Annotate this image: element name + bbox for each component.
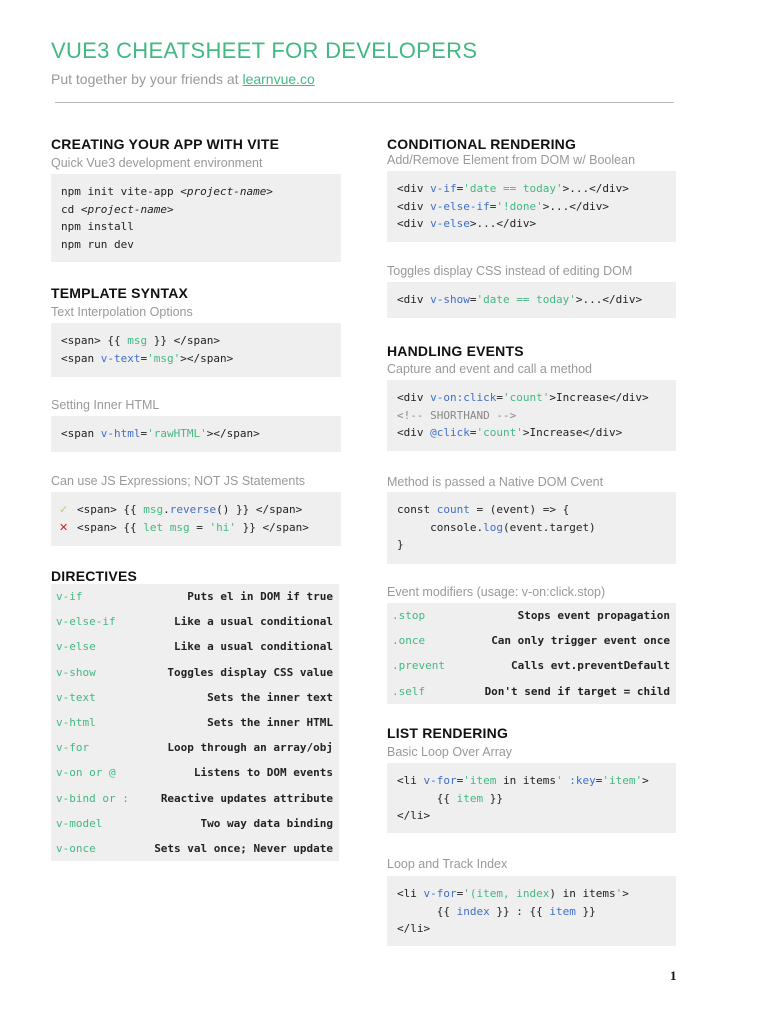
modifier-name: .once bbox=[392, 634, 426, 648]
page-subtitle bbox=[51, 71, 315, 87]
cmd-install: npm install bbox=[61, 220, 134, 233]
directive-name: v-else bbox=[56, 640, 96, 654]
directive-name: v-html bbox=[56, 715, 96, 729]
subtitle-text: Put together by your friends at bbox=[51, 71, 243, 87]
basic-loop-code-block: <li v-for='item in items' :key='item'> {{ item }} </li> bbox=[387, 763, 676, 833]
directive-row bbox=[51, 685, 339, 710]
list-heading: LIST RENDERING bbox=[387, 725, 509, 741]
header-divider bbox=[55, 102, 674, 103]
list-caption-basic: Basic Loop Over Array bbox=[387, 745, 513, 759]
event-modifiers-table bbox=[387, 603, 676, 704]
modifier-row bbox=[387, 653, 676, 678]
index-loop-code-block: <li v-for='(item, index) in items'> {{ index }} : {{ item }} </li> bbox=[387, 876, 676, 946]
directive-desc: Reactive updates attribute bbox=[160, 791, 333, 805]
directive-desc: Loop through an array/obj bbox=[167, 741, 333, 755]
modifier-name: .self bbox=[392, 684, 426, 698]
directive-row bbox=[51, 584, 339, 609]
events-code-block: <div v-on:click='count'>Increase</div> <!-- SHORTHAND --> <div @click='count'>Increase</div> bbox=[387, 380, 676, 451]
events-caption-native: Method is passed a Native DOM Cvent bbox=[387, 475, 604, 489]
cmd-init: npm init vite-app bbox=[61, 185, 181, 198]
create-app-heading: CREATING YOUR APP WITH VITE bbox=[51, 136, 280, 152]
vshow-code-block: <div v-show='date == today'>...</div> bbox=[387, 282, 676, 318]
conditional-code-block: <div v-if='date == today'>...</div> <div v-else-if='!done'>...</div> <div v-else>...</div> bbox=[387, 171, 676, 242]
innerhtml-code-block: <span v-html='rawHTML'></span> bbox=[51, 416, 341, 452]
template-syntax-caption-interpolation: Text Interpolation Options bbox=[51, 305, 193, 319]
events-caption-modifiers: Event modifiers (usage: v-on:click.stop) bbox=[387, 585, 606, 599]
cmd-init-arg: <project-name> bbox=[180, 185, 273, 198]
learnvue-link[interactable]: learnvue.co bbox=[242, 71, 315, 87]
directive-desc: Like a usual conditional bbox=[174, 615, 333, 629]
conditional-caption-show: Toggles display CSS instead of editing DOM bbox=[387, 264, 633, 278]
modifier-desc: Stops event propagation bbox=[517, 609, 670, 622]
directive-row bbox=[51, 609, 339, 634]
cross-icon: ✕ bbox=[59, 520, 69, 534]
page-number: 1 bbox=[670, 968, 677, 983]
directives-heading: DIRECTIVES bbox=[51, 568, 138, 584]
directive-name: v-if bbox=[56, 590, 83, 603]
template-syntax-caption-expressions: Can use JS Expressions; NOT JS Statements bbox=[51, 474, 306, 488]
interpolation-code-block: <span> {{ msg }} </span> <span v-text='msg'></span> bbox=[51, 323, 341, 377]
directive-name: v-for bbox=[56, 741, 90, 755]
directive-row bbox=[51, 836, 339, 861]
modifier-row bbox=[387, 603, 676, 628]
directive-row bbox=[51, 710, 339, 735]
directive-row bbox=[51, 634, 339, 659]
directive-name: v-bind or : bbox=[56, 791, 129, 805]
modifier-desc: Calls evt.preventDefault bbox=[511, 659, 670, 673]
directive-desc: Like a usual conditional bbox=[174, 640, 333, 654]
template-syntax-heading: TEMPLATE SYNTAX bbox=[51, 285, 189, 301]
check-icon: ✓ bbox=[59, 503, 69, 516]
directive-row bbox=[51, 786, 339, 811]
page-title: VUE3 CHEATSHEET FOR DEVELOPERS bbox=[51, 38, 478, 63]
directive-desc: Listens to DOM events bbox=[193, 766, 333, 780]
directive-row bbox=[51, 760, 339, 785]
modifier-name: .prevent bbox=[392, 659, 445, 673]
events-caption-method: Capture and event and call a method bbox=[387, 362, 592, 376]
directive-row bbox=[51, 660, 339, 685]
modifier-desc: Don't send if target = child bbox=[484, 684, 670, 698]
directive-name: v-else-if bbox=[56, 615, 116, 629]
directive-desc: Sets the inner text bbox=[207, 690, 333, 704]
modifier-desc: Can only trigger event once bbox=[491, 634, 670, 648]
expressions-code-block: ✓ <span> {{ msg.reverse() }} </span> ✕ <span> {{ let msg = 'hi' }} </span> bbox=[51, 492, 341, 546]
directive-row bbox=[51, 811, 339, 836]
directive-desc: Puts el in DOM if true bbox=[187, 590, 333, 603]
list-caption-index: Loop and Track Index bbox=[387, 857, 508, 871]
directive-name: v-model bbox=[56, 816, 103, 830]
directive-desc: Two way data binding bbox=[200, 816, 333, 830]
directive-desc: Sets the inner HTML bbox=[207, 715, 333, 729]
template-syntax-caption-innerhtml: Setting Inner HTML bbox=[51, 398, 160, 412]
cmd-cd: cd bbox=[61, 202, 81, 216]
modifier-row bbox=[387, 679, 676, 704]
directives-table bbox=[51, 584, 339, 861]
events-heading: HANDLING EVENTS bbox=[387, 343, 524, 359]
directive-name: v-once bbox=[56, 841, 96, 855]
directive-name: v-on or @ bbox=[56, 766, 116, 780]
create-app-caption: Quick Vue3 development environment bbox=[51, 156, 263, 170]
modifier-row bbox=[387, 628, 676, 653]
conditional-heading: CONDITIONAL RENDERING bbox=[387, 136, 577, 152]
conditional-caption-boolean: Add/Remove Element from DOM w/ Boolean bbox=[387, 153, 636, 167]
directive-name: v-show bbox=[56, 665, 96, 679]
modifier-name: .stop bbox=[392, 609, 426, 622]
method-code-block: const count = (event) => { console.log(event.target) } bbox=[387, 492, 676, 564]
directive-desc: Toggles display CSS value bbox=[167, 665, 333, 679]
directive-desc: Sets val once; Never update bbox=[154, 841, 333, 855]
directive-name: v-text bbox=[56, 690, 96, 704]
cmd-cd-arg: <project-name> bbox=[80, 202, 174, 216]
cmd-run-dev: npm run dev bbox=[61, 237, 134, 251]
create-app-code-block bbox=[51, 174, 341, 262]
directive-row bbox=[51, 735, 339, 760]
